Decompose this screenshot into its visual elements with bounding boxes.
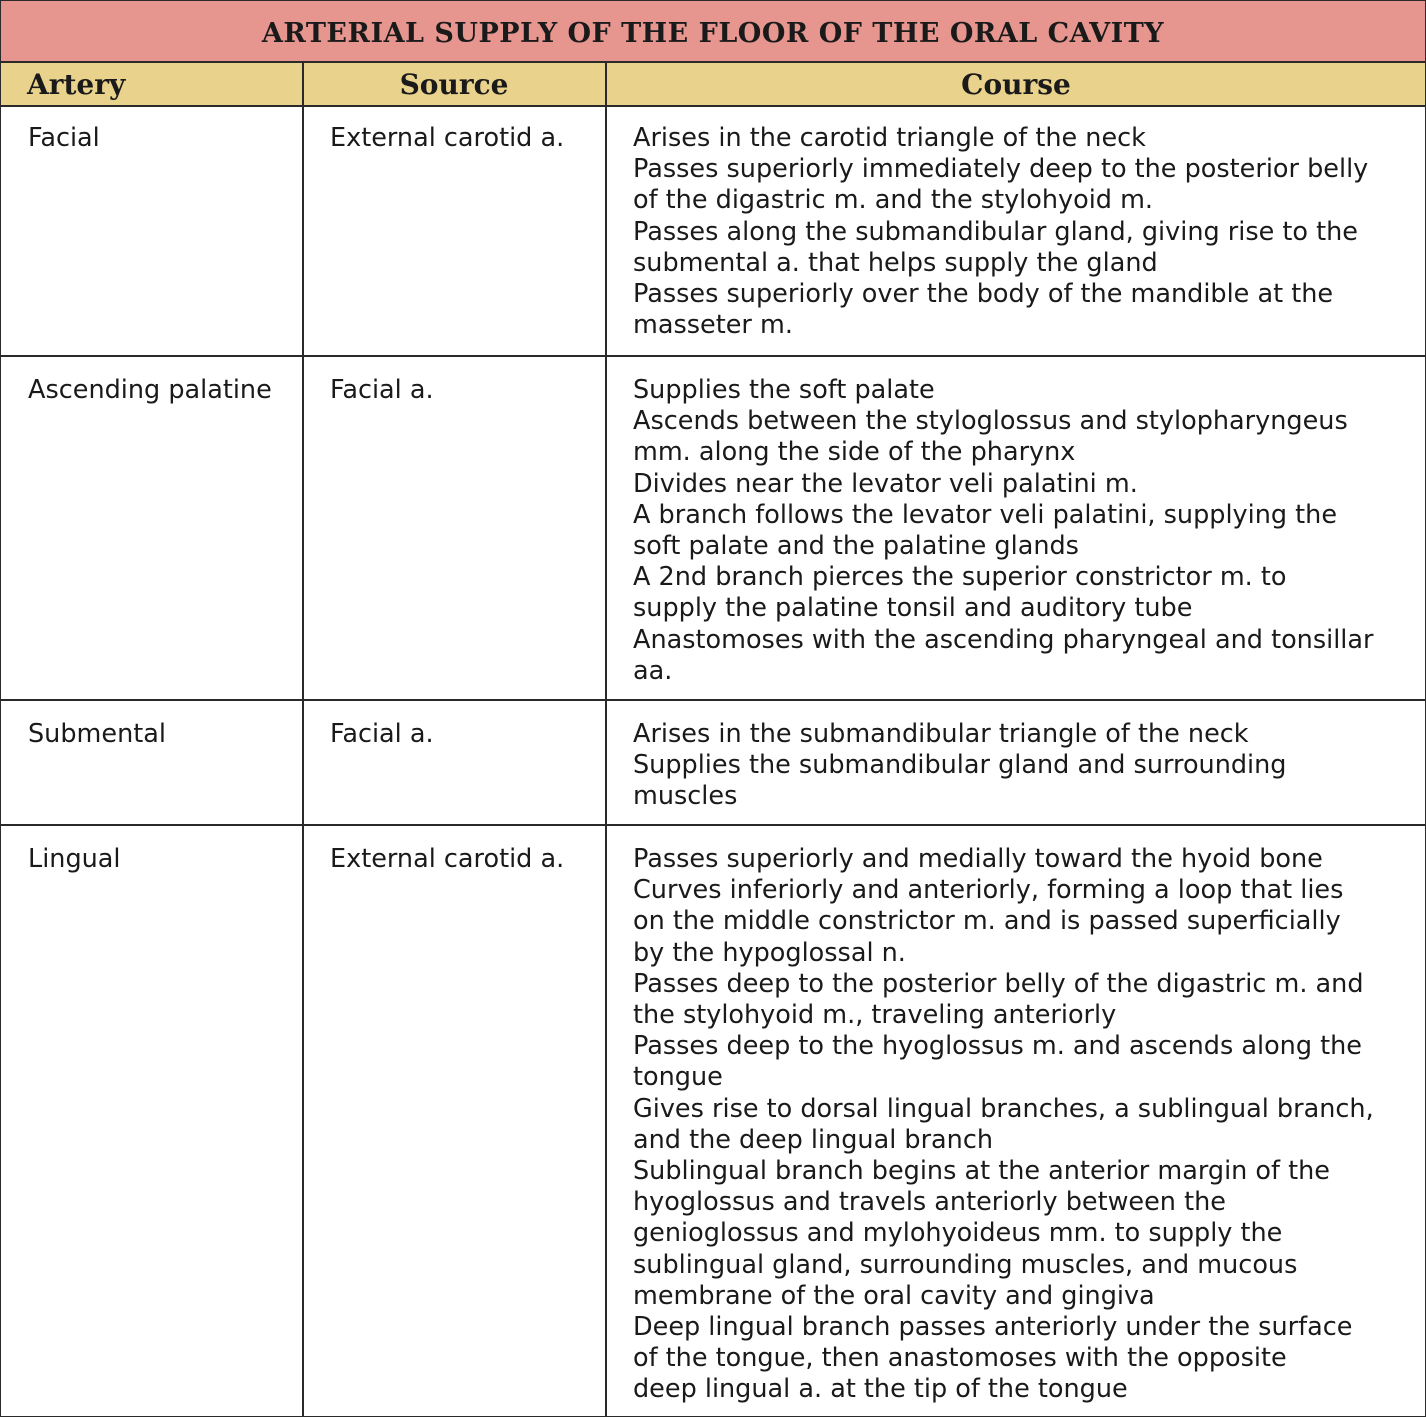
course-text-line: Arises in the carotid triangle of the neck [633,123,1146,153]
course-text-line: of the tongue, then anastomoses with the opposite [633,1343,1287,1374]
course-item [633,279,1413,341]
course-item [633,750,1413,812]
course-item [633,154,1413,216]
course-text-line: the stylohyoid m., traveling anteriorly [633,1000,1117,1031]
course-item [633,217,1413,279]
course-text-line: deep lingual a. at the tip of the tongue [633,1374,1128,1405]
course-cell [633,375,1413,687]
course-text-line: and the deep lingual branch [633,1124,994,1155]
source-cell: External carotid a. [330,123,565,153]
course-text-line: Passes along the submandibular gland, giving rise to the [633,216,1358,247]
course-item [633,123,1413,154]
course-text-line: Passes superiorly and medially toward the hyoid bone [633,844,1323,874]
table-title: ARTERIAL SUPPLY OF THE FLOOR OF THE ORAL CAVITY [261,17,1165,49]
course-text-line: Arises in the submandibular triangle of the neck [633,719,1249,749]
course-text-line: Curves inferiorly and anteriorly, forming a loop that lies [633,875,1344,906]
course-item [633,1031,1413,1093]
course-text-line: Ascends between the styloglossus and stylopharyngeus [633,406,1348,437]
header-source: Source [399,67,509,101]
course-text-line: Passes superiorly immediately deep to the posterior belly [633,154,1369,185]
course-text-line: muscles [633,781,738,812]
course-text-line: Deep lingual branch passes anteriorly under the surface [633,1312,1353,1343]
source-cell: External carotid a. [330,844,565,874]
table-title-bar [1,1,1425,63]
course-text-line: hyoglossus and travels anteriorly between the [633,1187,1226,1218]
course-item [633,625,1413,687]
course-item [633,406,1413,468]
course-item [633,562,1413,624]
course-text-line: Supplies the soft palate [633,375,935,405]
course-text-line: masseter m. [633,310,793,341]
header-artery: Artery [27,67,126,101]
course-text-line: mm. along the side of the pharynx [633,437,1076,468]
course-text-line: Gives rise to dorsal lingual branches, a sublingual branch, [633,1093,1374,1124]
table-header-row [1,63,1425,107]
course-text-line: Passes deep to the hyoglossus m. and ascends along the [633,1031,1362,1062]
course-item [633,844,1413,875]
course-text-line: Sublingual branch begins at the anterior margin of the [633,1156,1330,1187]
course-item [633,375,1413,406]
course-text-line: Passes superiorly over the body of the mandible at the [633,279,1334,310]
course-text-line: soft palate and the palatine glands [633,531,1079,562]
course-text-line: aa. [633,655,673,686]
course-text-line: by the hypoglossal n. [633,937,906,968]
course-text-line: Divides near the levator veli palatini m. [633,468,1138,499]
course-item [633,875,1413,969]
course-text-line: Passes deep to the posterior belly of the digastric m. and [633,968,1364,999]
course-item [633,719,1413,750]
course-item [633,969,1413,1031]
course-item [633,1312,1413,1406]
course-text-line: on the middle constrictor m. and is passed superficially [633,906,1341,937]
artery-cell: Submental [28,719,166,749]
course-text-line: sublingual gland, surrounding muscles, and mucous [633,1249,1298,1280]
course-cell [633,123,1413,341]
table-row [1,105,1425,355]
course-text-line: tongue [633,1062,723,1093]
course-text-line: Supplies the submandibular gland and surrounding [633,750,1287,781]
source-cell: Facial a. [330,375,434,405]
course-item [633,1156,1413,1312]
table-row [1,357,1425,699]
course-text-line: submental a. that helps supply the gland [633,247,1158,278]
header-course: Course [961,67,1071,101]
source-cell: Facial a. [330,719,434,749]
artery-cell: Facial [28,123,100,153]
course-item [633,469,1413,500]
course-cell [633,844,1413,1406]
course-text-line: A branch follows the levator veli palatini, supplying the [633,499,1338,530]
course-cell [633,719,1413,813]
course-item [633,1094,1413,1156]
course-text-line: genioglossus and mylohyoideus mm. to supply the [633,1218,1283,1249]
artery-cell: Lingual [28,844,121,874]
course-item [633,500,1413,562]
course-text-line: membrane of the oral cavity and gingiva [633,1280,1155,1311]
course-text-line: A 2nd branch pierces the superior constrictor m. to [633,562,1287,593]
course-text-line: supply the palatine tonsil and auditory tube [633,593,1193,624]
table-row [1,826,1425,1416]
course-text-line: of the digastric m. and the stylohyoid m. [633,185,1154,216]
artery-cell: Ascending palatine [28,375,272,405]
table-row [1,701,1425,824]
course-text-line: Anastomoses with the ascending pharyngeal and tonsillar [633,624,1374,655]
